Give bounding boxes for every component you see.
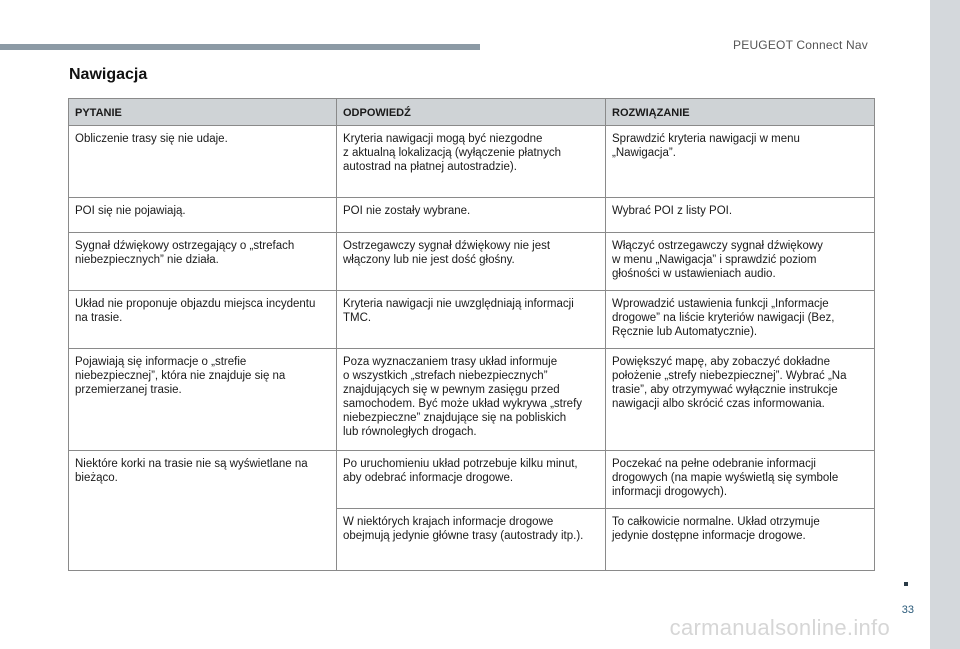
section-title: Nawigacja xyxy=(69,66,148,83)
page-number: 33 xyxy=(901,604,914,616)
answer-cell: POI nie zostały wybrane. xyxy=(337,198,606,233)
answer-cell: Po uruchomieniu układ potrzebuje kilku minut, aby odebrać informacje drogowe. xyxy=(337,451,606,509)
column-header-question: PYTANIE xyxy=(69,99,337,126)
watermark: carmanualsonline.info xyxy=(669,615,890,640)
page-marker xyxy=(904,582,908,586)
side-tab-strip xyxy=(930,0,960,649)
column-header-answer: ODPOWIEDŹ xyxy=(337,99,606,126)
answer-cell: Ostrzegawczy sygnał dźwiękowy nie jest włączony lub nie jest dość głośny. xyxy=(337,233,606,291)
answer-cell: Kryteria nawigacji mogą być niezgodne z aktualną lokalizacją (wyłączenie płatnych autostrad na płatnej autostradzie). xyxy=(337,126,606,198)
solution-cell: Poczekać na pełne odebranie informacji drogowych (na mapie wyświetlą się symbole informacji drogowych). xyxy=(606,451,875,509)
question-cell: POI się nie pojawiają. xyxy=(69,198,337,233)
answer-cell: Poza wyznaczaniem trasy układ informuje o wszystkich „strefach niebezpiecznych” znajdujących się w pewnym zasięgu przed samochodem. Być może układ wykrywa „strefy niebezpieczne” znajdujące się na pobliskich lub równoległych drogach. xyxy=(337,349,606,451)
answer-cell: W niektórych krajach informacje drogowe obejmują jedynie główne trasy (autostrady itp.). xyxy=(337,509,606,571)
table-row xyxy=(69,349,875,451)
troubleshooting-table xyxy=(68,98,875,571)
solution-cell: To całkowicie normalne. Układ otrzymuje jedynie dostępne informacje drogowe. xyxy=(606,509,875,571)
answer-cell: Kryteria nawigacji nie uwzględniają informacji TMC. xyxy=(337,291,606,349)
question-cell: Układ nie proponuje objazdu miejsca incydentu na trasie. xyxy=(69,291,337,349)
table-header-row xyxy=(69,99,875,126)
table-row xyxy=(69,233,875,291)
solution-cell: Włączyć ostrzegawczy sygnał dźwiękowy w menu „Nawigacja” i sprawdzić poziom głośności w ustawieniach audio. xyxy=(606,233,875,291)
question-cell: Pojawiają się informacje o „strefie niebezpiecznej”, która nie znajduje się na przemierzanej trasie. xyxy=(69,349,337,451)
question-cell: Obliczenie trasy się nie udaje. xyxy=(69,126,337,198)
manual-title: PEUGEOT Connect Nav xyxy=(733,38,868,52)
column-header-solution: ROZWIĄZANIE xyxy=(606,99,875,126)
table-row xyxy=(69,291,875,349)
solution-cell: Wybrać POI z listy POI. xyxy=(606,198,875,233)
solution-cell: Sprawdzić kryteria nawigacji w menu „Nawigacja”. xyxy=(606,126,875,198)
table-row xyxy=(69,126,875,198)
question-cell: Niektóre korki na trasie nie są wyświetlane na bieżąco. xyxy=(69,451,337,571)
table-row xyxy=(69,198,875,233)
header-rule xyxy=(0,44,480,50)
question-cell: Sygnał dźwiękowy ostrzegający o „strefach niebezpiecznych” nie działa. xyxy=(69,233,337,291)
table-row xyxy=(69,451,875,509)
solution-cell: Powiększyć mapę, aby zobaczyć dokładne położenie „strefy niebezpiecznej”. Wybrać „Na trasie”, aby otrzymywać wyłącznie instrukcje nawigacji albo skrócić czas informowania. xyxy=(606,349,875,451)
solution-cell: Wprowadzić ustawienia funkcji „Informacje drogowe” na liście kryteriów nawigacji (Bez, Ręcznie lub Automatycznie). xyxy=(606,291,875,349)
